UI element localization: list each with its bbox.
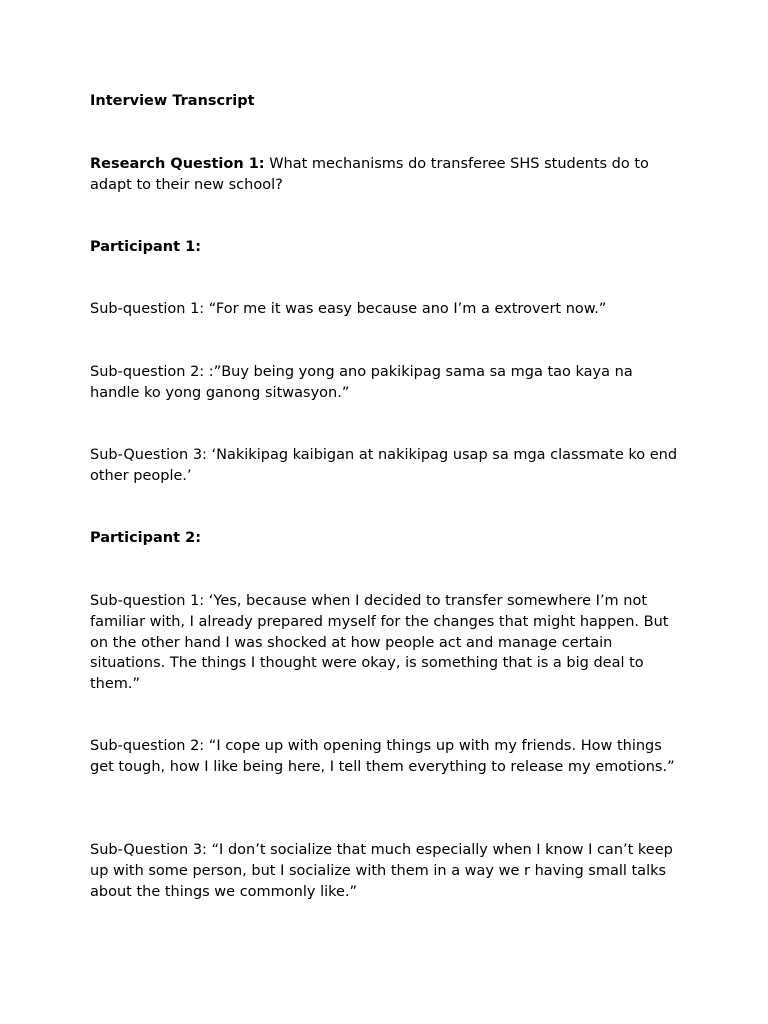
participant-1-heading: Participant 1: [90,239,201,255]
document-title: Interview Transcript [90,93,255,109]
participant-2-subquestion-2: Sub-question 2: “I cope up with opening things up with my friends. How things get tough, how I like being here, I tell them everything to release my emotions.” [90,738,675,775]
participant-1-subquestion-1: Sub-question 1: “For me it was easy because ano I’m a extrovert now.” [90,301,607,317]
research-question-label: Research Question 1: [90,156,265,172]
participant-2-subquestion-1: Sub-question 1: ‘Yes, because when I decided to transfer somewhere I’m not familiar with, I already prepared myself for the changes that might happen. But on the other hand I was shocked at how people act and manage certain situations. The things I thought were okay, is something that is a big deal to them.” [90,593,669,693]
research-question-text: What mechanisms do transferee SHS students do to adapt to their new school? [90,156,649,193]
participant-1-subquestion-2: Sub-question 2: :”Buy being yong ano pakikipag sama sa mga tao kaya na handle ko yong ganong sitwasyon.” [90,364,633,401]
participant-2-subquestion-3: Sub-Question 3: “I don’t socialize that much especially when I know I can’t keep up with some person, but I socialize with them in a way we r having small talks about the things we commonly like.” [90,842,673,900]
participant-2-heading: Participant 2: [90,530,201,546]
research-question [90,154,680,196]
participant-1-subquestion-3: Sub-Question 3: ‘Nakikipag kaibigan at nakikipag usap sa mga classmate ko end other people.’ [90,447,678,484]
